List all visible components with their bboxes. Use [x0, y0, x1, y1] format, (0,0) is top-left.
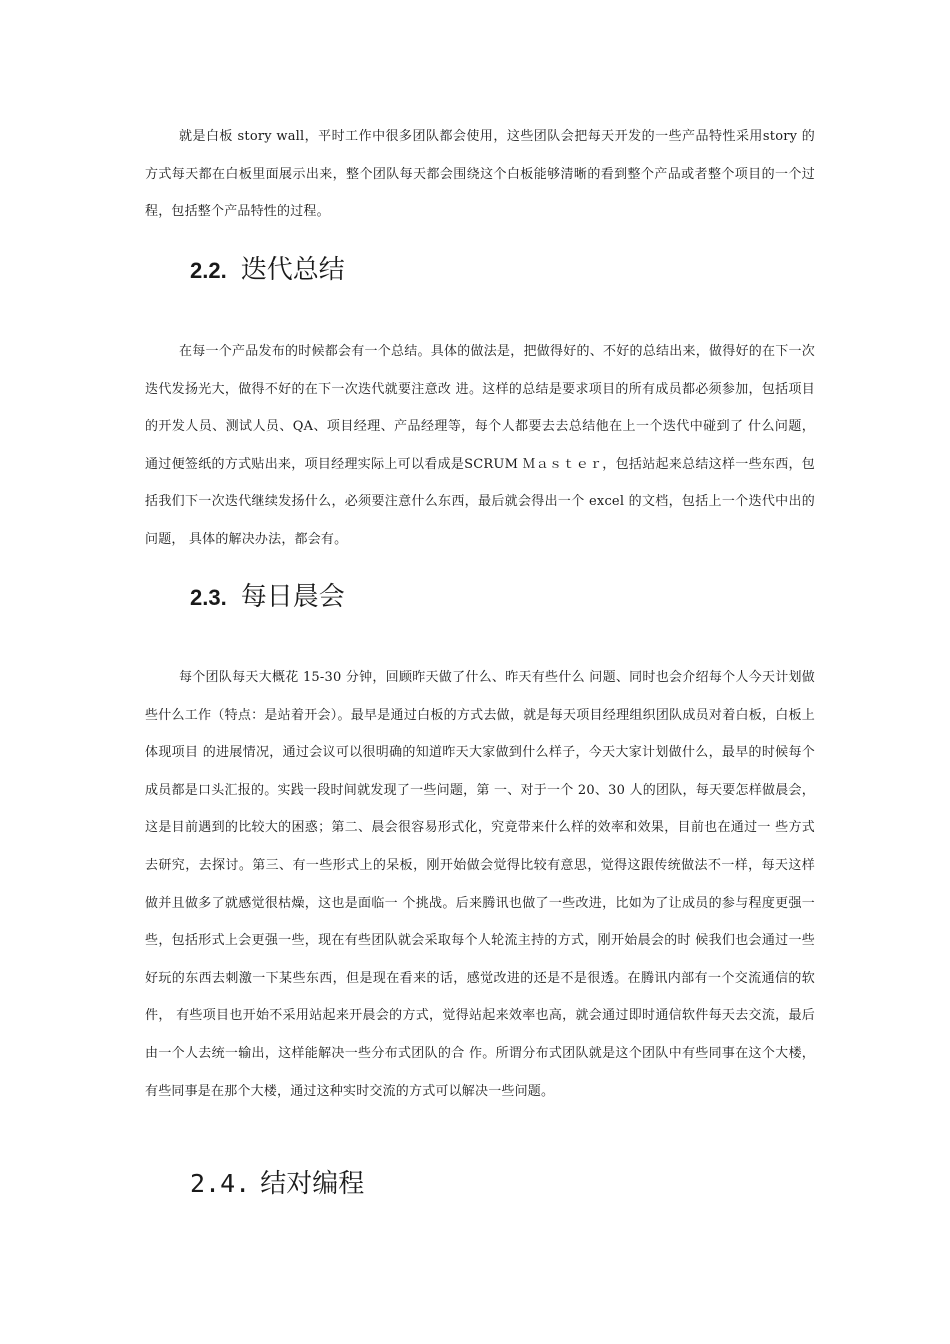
section-number: 2.3.	[190, 585, 227, 610]
section-title: 结对编程	[260, 1169, 365, 1199]
section-heading-2-2	[190, 252, 345, 289]
section-number: 2.2.	[190, 258, 227, 283]
section-title: 迭代总结	[240, 255, 345, 285]
section-heading-2-4	[190, 1166, 364, 1202]
daily-standup-paragraph: 每个团队每天大概花 15-30 分钟，回顾昨天做了什么、昨天有些什么 问题、同时也会介绍每个人今天计划做些什么工作（特点：是站着开会）。最早是通过白板的方式去做，就是每天项目经理组织团队成员对着白板，白板上体现项目 的进展情况，通过会议可以很明确的知道昨天大家做到什么样子，今天大家计划做什么，最早的时候每个成员都是口头汇报的。实践一段时间就发现了一些问题，第 一、对于一个 20、30 人的团队，每天要怎样做晨会，这是目前遇到的比较大的困惑；第二、晨会很容易形式化，究竟带来什么样的效率和效果，目前也在通过一 些方式去研究，去探讨。第三、有一些形式上的呆板，刚开始做会觉得比较有意思，觉得这跟传统做法不一样，每天这样做并且做多了就感觉很枯燥，这也是面临一 个挑战。后来腾讯也做了一些改进，比如为了让成员的参与程度更强一些，包括形式上会更强一些，现在有些团队就会采取每个人轮流主持的方式，刚开始晨会的时 候我们也会通过一些好玩的东西去刺激一下某些东西，但是现在看来的话，感觉改进的还是不是很透。在腾讯内部有一个交流通信的软件， 有些项目也开始不采用站起来开晨会的方式，觉得站起来效率也高，就会通过即时通信软件每天去交流，最后由一个人去统一输出，这样能解决一些分布式团队的合 作。所谓分布式团队就是这个团队中有些同事在这个大楼，有些同事是在那个大楼，通过这种实时交流的方式可以解决一些问题。	[145, 670, 815, 1099]
intro-paragraph: 就是白板 story wall，平时工作中很多团队都会使用，这些团队会把每天开发的一些产品特性采用story 的方式每天都在白板里面展示出来，整个团队每天都会围绕这个白板能够清晰的看到整个产品或者整个项目的一个过程，包括整个产品特性的过程。	[145, 129, 815, 220]
iteration-summary-paragraph: 在每一个产品发布的时候都会有一个总结。具体的做法是，把做得好的、不好的总结出来，做得好的在下一次迭代发扬光大，做得不好的在下一次迭代就要注意改 进。这样的总结是要求项目的所有成员都必须参加，包括项目的开发人员、测试人员、QA、项目经理、产品经理等，每个人都要去去总结他在上一个迭代中碰到了 什么问题，通过便签纸的方式贴出来，项目经理实际上可以看成是SCRUM Ｍａｓｔｅｒ，包括站起来总结这样一些东西，包括我们下一次迭代继续发扬什么，必须要注意什么东西，最后就会得出一个 excel 的文档，包括上一个迭代中出的问题， 具体的解决办法，都会有。	[145, 344, 815, 547]
section-heading-2-3	[190, 579, 345, 616]
section-title: 每日晨会	[240, 582, 345, 612]
section-number: 2.4.	[190, 1169, 251, 1198]
